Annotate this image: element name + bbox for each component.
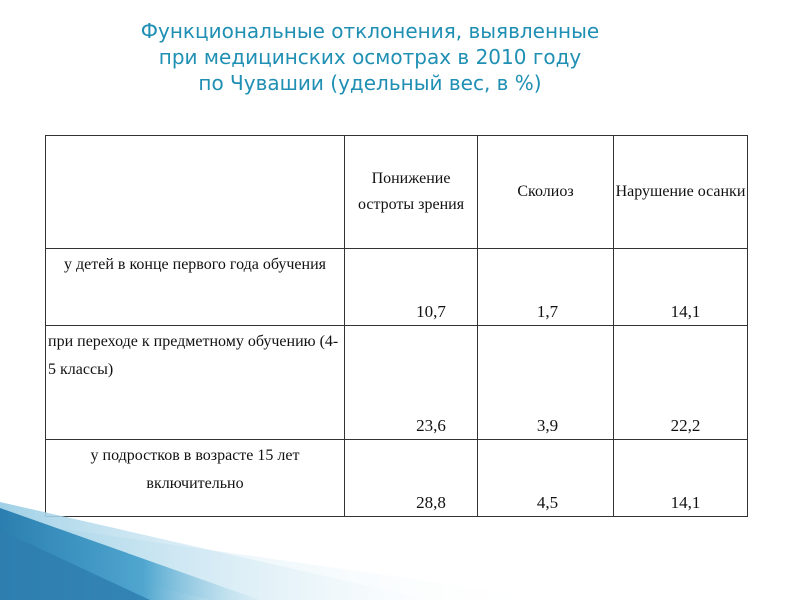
header-posture-label: Нарушение осанки xyxy=(615,183,746,200)
header-scoliosis-label: Сколиоз xyxy=(517,183,574,200)
slide-title-line-3: по Чувашии (удельный вес, в %) xyxy=(198,71,542,95)
row-label: у детей в конце первого года обучения xyxy=(63,256,327,273)
slide-title-line-1: Функциональные отклонения, выявленные xyxy=(140,19,600,43)
table-row xyxy=(46,249,748,326)
scoliosis-value: 1,7 xyxy=(536,302,559,321)
scoliosis-value: 4,5 xyxy=(536,493,559,512)
deviations-table xyxy=(45,135,748,517)
header-vision-cell xyxy=(345,136,478,249)
posture-cell xyxy=(614,326,748,440)
posture-cell xyxy=(614,249,748,326)
header-scoliosis-cell xyxy=(478,136,614,249)
row-label-cell xyxy=(46,326,345,440)
posture-value: 14,1 xyxy=(670,302,701,321)
header-posture-cell xyxy=(614,136,748,249)
slide-title xyxy=(90,18,650,96)
row-label: при переходе к предметному обучению (4-5 классы) xyxy=(48,333,339,378)
scoliosis-value: 3,9 xyxy=(536,416,559,435)
scoliosis-cell xyxy=(478,249,614,326)
header-empty-cell xyxy=(46,136,345,249)
posture-value: 22,2 xyxy=(670,416,701,435)
table-header-row xyxy=(46,136,748,249)
scoliosis-cell xyxy=(478,326,614,440)
slide-title-line-2: при медицинских осмотрах в 2010 году xyxy=(158,45,582,69)
row-label: у подростков в возрасте 15 лет включительно xyxy=(90,447,300,492)
vision-cell xyxy=(345,249,478,326)
decorative-swoosh xyxy=(0,490,800,600)
vision-value: 10,7 xyxy=(416,302,446,321)
row-label-cell xyxy=(46,249,345,326)
table-row xyxy=(46,326,748,440)
posture-value: 14,1 xyxy=(670,493,701,512)
vision-value: 23,6 xyxy=(416,416,446,435)
vision-cell xyxy=(345,326,478,440)
vision-value: 28,8 xyxy=(416,493,446,512)
header-vision-label: Понижение остроты зрения xyxy=(357,170,465,213)
